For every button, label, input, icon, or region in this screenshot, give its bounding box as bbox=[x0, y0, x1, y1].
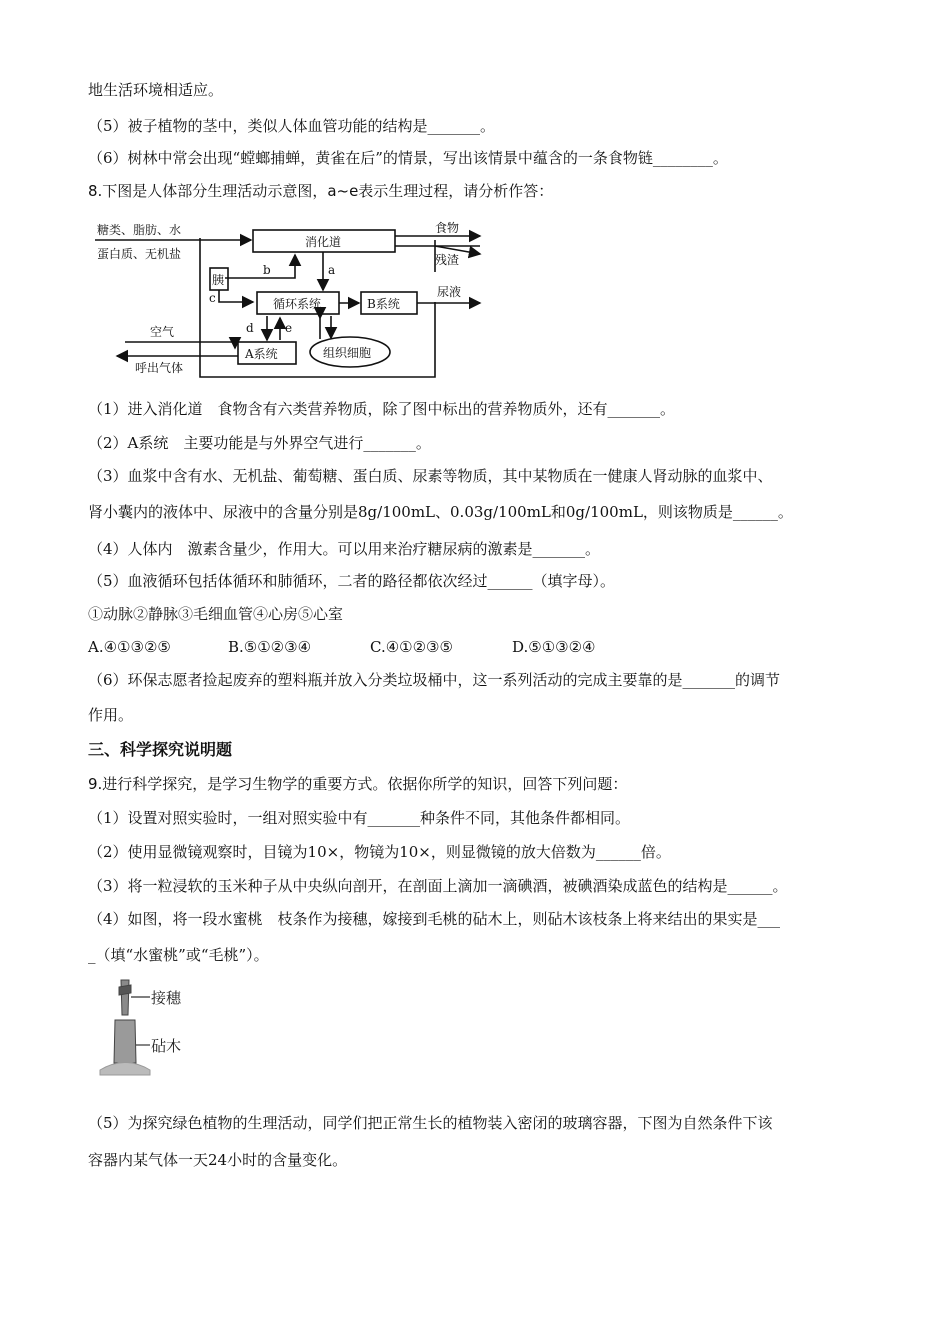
diagram-a-label: a bbox=[328, 263, 336, 277]
diagram-pancreas-label: 胰 bbox=[212, 273, 225, 287]
question-8-3a: （3）血浆中含有水、无机盐、葡萄糖、蛋白质、尿素等物质，其中某物质在一健康人肾动脉的血浆中、 bbox=[88, 467, 773, 485]
question-9-4b: _（填“水蜜桃”或“毛桃”）。 bbox=[88, 946, 269, 964]
question-7-5: （5）被子植物的茎中，类似人体血管功能的结构是_______。 bbox=[88, 117, 496, 135]
grafting-picture bbox=[95, 975, 205, 1080]
diagram-exhale-label: 呼出气体 bbox=[135, 361, 184, 375]
diagram-c-label: c bbox=[209, 291, 216, 305]
graft-scion-label: 接穗 bbox=[151, 989, 182, 1007]
question-8-4: （4）人体内 激素含量少，作用大。可以用来治疗糖尿病的激素是_______。 bbox=[88, 540, 601, 558]
diagram-b-system-label: B系统 bbox=[367, 297, 400, 311]
physiology-diagram bbox=[95, 212, 490, 382]
diagram-residue-label: 残渣 bbox=[435, 253, 460, 267]
question-9-stem: 9.进行科学探究，是学习生物学的重要方式。依据你所学的知识，回答下列问题： bbox=[88, 775, 628, 793]
option-b: B.⑤①②③④ bbox=[228, 638, 312, 656]
option-a: A.④①③②⑤ bbox=[88, 638, 171, 656]
graft-stock-label: 砧木 bbox=[151, 1037, 182, 1055]
diagram-input-2: 蛋白质、无机盐 bbox=[97, 247, 182, 261]
question-8-6b: 作用。 bbox=[88, 706, 134, 724]
diagram-a-system-label: A系统 bbox=[245, 347, 278, 361]
question-8-2: （2）A系统 主要功能是与外界空气进行_______。 bbox=[88, 434, 431, 452]
diagram-d-label: d bbox=[246, 321, 254, 335]
diagram-tissue-label: 组织细胞 bbox=[323, 346, 372, 360]
diagram-air-label: 空气 bbox=[150, 325, 175, 339]
diagram-digestive-label: 消化道 bbox=[305, 235, 342, 249]
option-c: C.④①②③⑤ bbox=[370, 638, 453, 656]
question-9-1: （1）设置对照实验时，一组对照实验中有_______种条件不同，其他条件都相同。 bbox=[88, 809, 631, 827]
question-9-3: （3）将一粒浸软的玉米种子从中央纵向剖开，在剖面上滴加一滴碘酒，被碘酒染成蓝色的结构是______。 bbox=[88, 877, 788, 895]
question-9-5b: 容器内某气体一天24小时的含量变化。 bbox=[88, 1151, 348, 1169]
diagram-input-1: 糖类、脂肪、水 bbox=[97, 223, 182, 237]
question-8-6a: （6）环保志愿者捡起废弃的塑料瓶并放入分类垃圾桶中，这一系列活动的完成主要靠的是_______的调节 bbox=[88, 671, 781, 689]
text-line: 地生活环境相适应。 bbox=[88, 81, 224, 99]
option-d: D.⑤①③②④ bbox=[512, 638, 596, 656]
diagram-food-label: 食物 bbox=[435, 221, 460, 235]
diagram-b-label: b bbox=[263, 263, 271, 277]
question-9-5a: （5）为探究绿色植物的生理活动，同学们把正常生长的植物装入密闭的玻璃容器，下图为自然条件下该 bbox=[88, 1114, 773, 1132]
question-8-1: （1）进入消化道 食物含有六类营养物质，除了图中标出的营养物质外，还有_______。 bbox=[88, 400, 676, 418]
question-9-2: （2）使用显微镜观察时，目镜为10×，物镜为10×，则显微镜的放大倍数为______倍。 bbox=[88, 843, 671, 861]
diagram-circulatory-label: 循环系统 bbox=[273, 297, 322, 311]
question-8-stem: 8.下图是人体部分生理活动示意图，a~e表示生理过程，请分析作答： bbox=[88, 182, 554, 200]
question-7-6: （6）树林中常会出现“螳螂捕蝉，黄雀在后”的情景，写出该情景中蕴含的一条食物链________。 bbox=[88, 149, 728, 167]
question-8-5: （5）血液循环包括体循环和肺循环，二者的路径都依次经过______（填字母）。 bbox=[88, 572, 616, 590]
diagram-urine-label: 尿液 bbox=[437, 285, 462, 299]
question-8-3b: 肾小囊内的液体中、尿液中的含量分别是8g/100mL、0.03g/100mL和0g/100mL，则该物质是______。 bbox=[88, 503, 793, 521]
question-8-5-items: ①动脉②静脉③毛细血管④心房⑤心室 bbox=[88, 605, 344, 623]
diagram-e-label: e bbox=[285, 321, 293, 335]
section-3-heading: 三、科学探究说明题 bbox=[88, 740, 233, 759]
question-9-4a: （4）如图，将一段水蜜桃 枝条作为接穗，嫁接到毛桃的砧木上，则砧木该枝条上将来结出的果实是___ bbox=[88, 910, 781, 928]
